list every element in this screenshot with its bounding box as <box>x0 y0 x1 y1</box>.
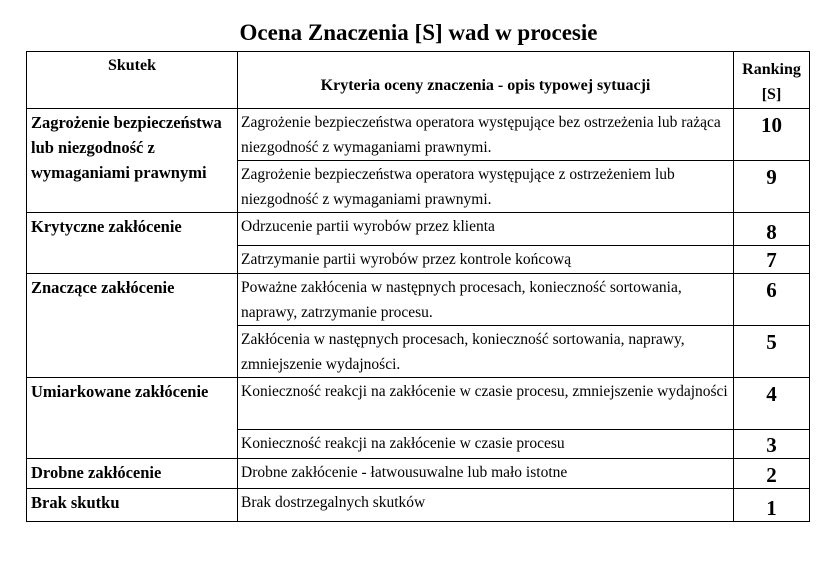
criteria-cell: Zagrożenie bezpieczeństwa operatora występujące z ostrzeżeniem lub niezgodność z wymaganiami prawnymi. <box>238 161 734 213</box>
criteria-cell: Brak dostrzegalnych skutków <box>238 489 734 522</box>
rank-cell: 10 <box>734 109 810 161</box>
table-row <box>27 109 810 161</box>
effect-cell: Zagrożenie bezpieczeństwa lub niezgodność z wymaganiami prawnymi <box>27 109 238 213</box>
rank-cell: 2 <box>734 459 810 489</box>
criteria-cell: Zakłócenia w następnych procesach, konieczność sortowania, naprawy, zmniejszenie wydajności. <box>238 326 734 378</box>
criteria-cell: Zatrzymanie partii wyrobów przez kontrole końcową <box>238 246 734 274</box>
criteria-cell: Zagrożenie bezpieczeństwa operatora występujące bez ostrzeżenia lub rażąca niezgodność z wymaganiami prawnymi. <box>238 109 734 161</box>
header-row <box>27 52 810 109</box>
rank-cell: 5 <box>734 326 810 378</box>
rank-cell: 4 <box>734 378 810 430</box>
rank-cell: 6 <box>734 274 810 326</box>
criteria-cell: Poważne zakłócenia w następnych procesach, konieczność sortowania, naprawy, zatrzymanie procesu. <box>238 274 734 326</box>
effect-cell: Umiarkowane zakłócenie <box>27 378 238 459</box>
header-criteria: Kryteria oceny znaczenia - opis typowej sytuacji <box>238 52 734 109</box>
rank-cell: 3 <box>734 430 810 459</box>
criteria-cell: Konieczność reakcji na zakłócenie w czasie procesu, zmniejszenie wydajności <box>238 378 734 430</box>
table-row <box>27 274 810 326</box>
table-row <box>27 378 810 430</box>
table-row <box>27 489 810 522</box>
effect-cell: Brak skutku <box>27 489 238 522</box>
table-row <box>27 213 810 246</box>
criteria-cell: Konieczność reakcji na zakłócenie w czasie procesu <box>238 430 734 459</box>
severity-table <box>26 51 810 522</box>
rank-cell: 8 <box>734 213 810 246</box>
table-row <box>27 459 810 489</box>
header-ranking-line2: [S] <box>761 86 782 103</box>
header-ranking-line1: Ranking <box>742 61 801 78</box>
effect-cell: Krytyczne zakłócenie <box>27 213 238 274</box>
effect-cell: Drobne zakłócenie <box>27 459 238 489</box>
header-effect: Skutek <box>27 52 238 109</box>
effect-cell: Znaczące zakłócenie <box>27 274 238 378</box>
header-ranking <box>734 52 810 109</box>
rank-cell: 7 <box>734 246 810 274</box>
rank-cell: 9 <box>734 161 810 213</box>
criteria-cell: Odrzucenie partii wyrobów przez klienta <box>238 213 734 246</box>
page-title: Ocena Znaczenia [S] wad w procesie <box>239 20 598 45</box>
criteria-cell: Drobne zakłócenie - łatwousuwalne lub mało istotne <box>238 459 734 489</box>
rank-cell: 1 <box>734 489 810 522</box>
